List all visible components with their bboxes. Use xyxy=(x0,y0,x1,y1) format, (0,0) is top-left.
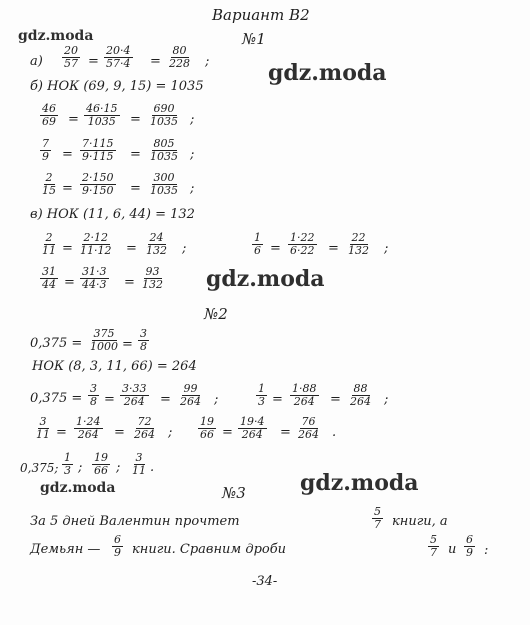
denominator: 3 xyxy=(258,395,265,409)
fraction xyxy=(464,534,475,559)
fraction xyxy=(88,328,120,353)
fraction xyxy=(252,232,263,257)
fraction xyxy=(78,232,114,257)
equals-sign: = xyxy=(62,181,73,196)
watermark: gdz.moda xyxy=(268,60,387,86)
watermark: gdz.moda xyxy=(300,470,419,496)
fraction xyxy=(167,45,192,70)
equals-sign: = xyxy=(330,392,341,407)
denominator: 228 xyxy=(169,57,190,71)
denominator: 7 xyxy=(374,518,381,532)
denominator: 1035 xyxy=(150,150,178,164)
numerator: 1 xyxy=(254,231,261,244)
fraction xyxy=(346,232,371,257)
numerator: 3 xyxy=(135,451,143,464)
denominator: 8 xyxy=(90,395,97,409)
fraction xyxy=(148,103,180,128)
semicolon: ; xyxy=(116,460,121,475)
numerator: 3·33 xyxy=(122,382,147,395)
denominator: 57·4 xyxy=(106,57,131,71)
fraction xyxy=(34,416,52,441)
fraction xyxy=(148,138,180,163)
numerator: 1 xyxy=(258,382,265,395)
numerator: 20·4 xyxy=(106,44,131,57)
semicolon: ; xyxy=(205,54,210,69)
numerator: 2·12 xyxy=(83,231,108,244)
fraction xyxy=(132,416,157,441)
equals-sign: = xyxy=(272,392,283,407)
semicolon: ; xyxy=(182,241,187,256)
numerator: 72 xyxy=(137,415,152,428)
decimal-line: 0,375 = xyxy=(30,391,83,406)
fraction xyxy=(74,416,103,441)
numerator: 6 xyxy=(114,533,121,546)
equals-sign: = xyxy=(280,425,291,440)
denominator: 9 xyxy=(114,546,121,560)
equals-sign: = xyxy=(64,275,75,290)
decimal-line: 0,375; xyxy=(20,461,59,475)
denominator: 264 xyxy=(298,428,319,442)
equals-sign: = xyxy=(130,112,141,127)
denominator: 15 xyxy=(42,184,56,198)
numerator: 24 xyxy=(149,231,164,244)
denominator: 1035 xyxy=(150,115,178,129)
denominator: 132 xyxy=(348,244,369,258)
fraction xyxy=(104,45,133,70)
equals-sign: = xyxy=(122,337,133,352)
fraction xyxy=(84,103,120,128)
fraction xyxy=(348,383,373,408)
fraction xyxy=(238,416,267,441)
equals-sign: = xyxy=(130,147,141,162)
numerator: 22 xyxy=(351,231,366,244)
watermark: gdz.moda xyxy=(206,266,325,292)
numerator: 20 xyxy=(64,44,78,57)
fraction xyxy=(140,266,165,291)
fraction xyxy=(88,383,99,408)
numerator: 5 xyxy=(430,533,437,546)
fraction xyxy=(198,416,216,441)
denominator: 264 xyxy=(134,428,155,442)
equals-sign: = xyxy=(160,392,171,407)
watermark: gdz.moda xyxy=(40,480,116,496)
fraction xyxy=(80,266,109,291)
semicolon: ; xyxy=(190,147,195,162)
denominator: 3 xyxy=(64,464,71,478)
numerator: 19 xyxy=(94,451,108,464)
denominator: 6 xyxy=(254,244,261,258)
denominator: 6·22 xyxy=(290,244,315,258)
equals-sign: = xyxy=(104,392,115,407)
fraction xyxy=(256,383,267,408)
numerator: 3 xyxy=(39,415,47,428)
lcm-line: б) НОК (69, 9, 15) = 1035 xyxy=(30,79,204,94)
period: . xyxy=(332,425,337,440)
semicolon: ; xyxy=(190,112,195,127)
numerator: 3 xyxy=(90,382,97,395)
numerator: 805 xyxy=(153,137,175,150)
numerator: 31·3 xyxy=(82,265,107,278)
fraction xyxy=(40,172,58,197)
semicolon: ; xyxy=(168,425,173,440)
numerator: 375 xyxy=(93,327,115,340)
fraction xyxy=(296,416,321,441)
numerator: 7·115 xyxy=(82,137,114,150)
numerator: 46 xyxy=(42,102,56,115)
text-line: книги. Сравним дроби xyxy=(132,542,287,557)
numerator: 1 xyxy=(64,451,71,464)
numerator: 1·24 xyxy=(76,415,101,428)
fraction xyxy=(138,328,149,353)
equals-sign: = xyxy=(68,112,79,127)
denominator: 1035 xyxy=(87,115,116,129)
task-number: №2 xyxy=(204,305,228,323)
variant-title: Вариант В2 xyxy=(212,6,310,24)
numerator: 1·22 xyxy=(290,231,315,244)
item-label: а) xyxy=(30,54,43,69)
task-number: №1 xyxy=(242,30,266,48)
fraction xyxy=(40,103,58,128)
equals-sign: = xyxy=(62,147,73,162)
denominator: 66 xyxy=(94,464,108,478)
fraction xyxy=(290,383,319,408)
denominator: 264 xyxy=(180,395,201,409)
semicolon: ; xyxy=(78,460,83,475)
fraction xyxy=(178,383,203,408)
fraction xyxy=(80,172,116,197)
denominator: 132 xyxy=(146,244,167,258)
page-number: -34- xyxy=(252,574,278,589)
fraction xyxy=(428,534,439,559)
fraction xyxy=(62,45,80,70)
denominator: 11 xyxy=(36,428,50,442)
numerator: 76 xyxy=(301,415,316,428)
numerator: 31 xyxy=(42,265,56,278)
numerator: 88 xyxy=(353,382,368,395)
fraction xyxy=(288,232,317,257)
numerator: 99 xyxy=(183,382,198,395)
semicolon: ; xyxy=(190,181,195,196)
denominator: 57 xyxy=(64,57,78,71)
fraction xyxy=(40,232,58,257)
denominator: 9·150 xyxy=(82,184,114,198)
numerator: 19·4 xyxy=(240,415,265,428)
numerator: 2 xyxy=(45,171,53,184)
fraction xyxy=(92,452,110,477)
fraction xyxy=(148,172,180,197)
fraction xyxy=(130,452,148,477)
fraction xyxy=(112,534,123,559)
task-number: №3 xyxy=(222,484,246,502)
watermark: gdz.moda xyxy=(18,28,94,44)
fraction xyxy=(372,506,383,531)
lcm-line: в) НОК (11, 6, 44) = 132 xyxy=(30,207,195,222)
equals-sign: = xyxy=(114,425,125,440)
numerator: 46·15 xyxy=(86,102,118,115)
denominator: 264 xyxy=(241,428,263,442)
equals-sign: = xyxy=(222,425,233,440)
denominator: 264 xyxy=(293,395,315,409)
semicolon: ; xyxy=(384,392,389,407)
denominator: 1035 xyxy=(150,184,178,198)
denominator: 132 xyxy=(142,278,163,292)
lcm-line: НОК (8, 3, 11, 66) = 264 xyxy=(32,359,197,374)
fraction xyxy=(120,383,149,408)
denominator: 1000 xyxy=(90,340,118,354)
denominator: 264 xyxy=(350,395,371,409)
numerator: 80 xyxy=(172,44,187,57)
fraction xyxy=(144,232,169,257)
decimal-line: 0,375 = xyxy=(30,336,83,351)
denominator: 69 xyxy=(42,115,56,129)
numerator: 690 xyxy=(153,102,175,115)
numerator: 2 xyxy=(45,231,53,244)
denominator: 9 xyxy=(466,546,473,560)
denominator: 11 xyxy=(42,244,56,258)
denominator: 44 xyxy=(42,278,56,292)
text-line: Демьян — xyxy=(30,542,101,557)
equals-sign: = xyxy=(126,241,137,256)
equals-sign: = xyxy=(88,54,99,69)
denominator: 9·115 xyxy=(82,150,114,164)
text-line: книги, а xyxy=(392,514,448,529)
denominator: 264 xyxy=(123,395,145,409)
fraction xyxy=(80,138,116,163)
numerator: 93 xyxy=(145,265,160,278)
fraction xyxy=(40,266,58,291)
equals-sign: = xyxy=(124,275,135,290)
denominator: 9 xyxy=(42,150,49,164)
period: . xyxy=(150,460,155,475)
numerator: 7 xyxy=(42,137,49,150)
equals-sign: = xyxy=(56,425,67,440)
fraction xyxy=(40,138,51,163)
numerator: 3 xyxy=(140,327,147,340)
equals-sign: = xyxy=(270,241,281,256)
fraction xyxy=(62,452,73,477)
equals-sign: = xyxy=(150,54,161,69)
semicolon: : xyxy=(484,543,489,558)
semicolon: ; xyxy=(214,392,219,407)
numerator: 2·150 xyxy=(82,171,114,184)
equals-sign: = xyxy=(328,241,339,256)
numerator: 1·88 xyxy=(292,382,317,395)
denominator: 7 xyxy=(430,546,437,560)
text-line: За 5 дней Валентин прочтет xyxy=(30,514,240,529)
numerator: 19 xyxy=(200,415,214,428)
denominator: 44·3 xyxy=(82,278,107,292)
text-line: и xyxy=(448,542,457,557)
equals-sign: = xyxy=(62,241,73,256)
numerator: 5 xyxy=(374,505,381,518)
denominator: 264 xyxy=(77,428,99,442)
numerator: 300 xyxy=(153,171,175,184)
equals-sign: = xyxy=(130,181,141,196)
denominator: 8 xyxy=(140,340,147,354)
denominator: 11 xyxy=(132,464,146,478)
denominator: 11·12 xyxy=(80,244,112,258)
semicolon: ; xyxy=(384,241,389,256)
denominator: 66 xyxy=(200,428,214,442)
numerator: 6 xyxy=(466,533,473,546)
